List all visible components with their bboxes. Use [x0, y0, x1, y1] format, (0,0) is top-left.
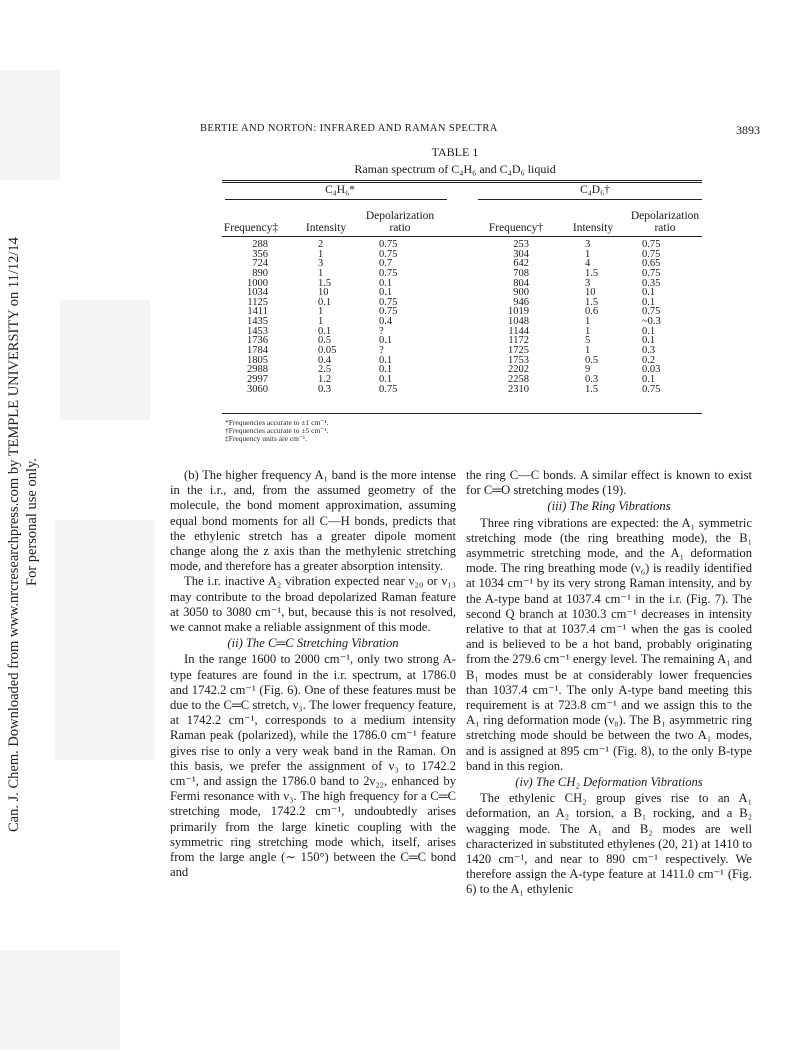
table-label: TABLE 1	[431, 145, 479, 159]
body-column-right	[466, 468, 752, 898]
column-header-intensity: Intensity	[572, 222, 614, 234]
table-cell: 0.75	[379, 239, 398, 250]
table-cell: 1784	[247, 345, 268, 357]
table-cell: 2997	[247, 373, 268, 385]
table-cell: 1411	[247, 306, 268, 318]
table-top-rule	[222, 180, 702, 181]
table-cell: 0.75	[379, 267, 398, 279]
table-cell: 0.3	[318, 383, 332, 395]
table-cell: 0.1	[379, 277, 393, 289]
table-cell: 890	[252, 267, 268, 279]
body-paragraph: The ethylenic CH₂ group gives rise to an A₁ deformation, an A₂ torsion, a B₁ rocking, and a B₂ wagging mode. The A₁ and B₂ modes are well characterized in substituted ethylenes (20, 21) at 1410 to 1420 cm⁻¹, and near to 890 cm⁻¹ respectively. We therefore assign the A-type feature at 1411.0 cm⁻¹ (Fig. 6) to the A₁ ethylenic	[466, 791, 752, 897]
table-cell: 0.1	[642, 296, 656, 308]
table-cell: 0.4	[318, 354, 332, 366]
table-cell: 0.1	[318, 296, 332, 308]
table-cell: 0.75	[379, 248, 398, 260]
section-heading: (iv) The CH₂ Deformation Vibrations	[515, 775, 703, 790]
table-cell: 1172	[508, 335, 529, 347]
table-footnote: †Frequencies accurate to ±5 cm⁻¹.	[225, 425, 329, 435]
scan-noise	[0, 70, 60, 180]
download-notice-sidebar	[4, 230, 44, 850]
table-cell: 900	[513, 287, 529, 299]
column-frequency-c4h6	[238, 240, 268, 394]
table-cell: 0.1	[642, 335, 656, 347]
table-cell: 0.6	[585, 306, 599, 318]
table-cell: 1	[585, 345, 591, 357]
table-cell: 0.75	[642, 248, 661, 260]
group-header-c4d6: C₄D₆†	[580, 184, 610, 196]
scan-noise	[0, 950, 120, 1050]
table-cell: 288	[252, 239, 268, 250]
table-cell: 3	[318, 258, 324, 270]
table-cell: 304	[513, 248, 529, 260]
table-cell: 0.4	[379, 316, 393, 328]
table-cell: 0.1	[642, 373, 656, 385]
column-depolarization-c4d6	[642, 240, 672, 394]
table-footnote: ‡Frequency units are cm⁻¹.	[225, 433, 308, 443]
running-title: BERTIE AND NORTON: INFRARED AND RAMAN SPECTRA	[200, 123, 498, 134]
table-cell: 0.7	[379, 258, 393, 270]
table-cell: 0.65	[642, 258, 661, 270]
table-cell: 0.1	[379, 364, 393, 376]
table-cell: 642	[513, 258, 529, 270]
table-cell: ~0.3	[642, 316, 661, 328]
table-cell: 1	[585, 316, 591, 328]
table-cell: 0.75	[642, 239, 661, 250]
column-header-frequency: Frequency†	[488, 222, 544, 234]
table-cell: 2202	[508, 364, 529, 376]
table-cell: 5	[585, 335, 591, 347]
scan-noise	[60, 300, 150, 420]
table-cell: 1725	[508, 345, 529, 357]
table-cell: ?	[379, 325, 384, 337]
column-intensity-c4d6	[585, 240, 615, 394]
table-cell: 2988	[247, 364, 268, 376]
table-cell: 1453	[247, 325, 268, 337]
section-heading: (iii) The Ring Vibrations	[547, 499, 671, 514]
table-cell: 0.1	[379, 373, 393, 385]
column-intensity-c4h6	[318, 240, 348, 394]
table-cell: 1000	[247, 277, 268, 289]
table-caption	[200, 144, 710, 178]
table-cell: 1753	[508, 354, 529, 366]
column-header-depolarization: Depolarization ratio	[365, 210, 435, 234]
table-cell: 253	[513, 239, 529, 250]
table-cell: 0.1	[642, 325, 656, 337]
table-cell: 10	[318, 287, 329, 299]
table-cell: 1.2	[318, 373, 332, 385]
table-footnotes	[225, 419, 328, 442]
table-cell: 1	[318, 248, 324, 260]
column-depolarization-c4h6	[379, 240, 409, 394]
column-header-intensity: Intensity	[305, 222, 347, 234]
table-cell: 804	[513, 277, 529, 289]
table-cell: 1	[318, 267, 324, 279]
table-cell: 0.35	[642, 277, 661, 289]
table-cell: 9	[585, 364, 591, 376]
group-rule-right	[478, 199, 702, 200]
table-cell: 1144	[508, 325, 529, 337]
table-cell: 0.05	[318, 345, 337, 357]
table-cell: 0.1	[379, 287, 393, 299]
group-rule-left	[225, 199, 447, 200]
table-cell: 0.75	[379, 383, 398, 395]
table-cell: 2258	[508, 373, 529, 385]
table-cell: 2.5	[318, 364, 332, 376]
table-cell: 724	[252, 258, 268, 270]
table-cell: 0.2	[642, 354, 656, 366]
table-cell: 1.5	[585, 267, 599, 279]
table-cell: 0.75	[379, 296, 398, 308]
table-cell: 1048	[508, 316, 529, 328]
body-paragraph: (b) The higher frequency A₁ band is the more intense in the i.r., and, from the assumed geometry of the molecule, the bond moment approximation, assuming equal bond moments for all C—H bonds, predicts that the ethylenic stretch has a greater dipole moment change along the z axis than the methylenic stretching mode, and therefore has a greater absorption intensity.	[170, 468, 456, 574]
table-cell: 1	[585, 248, 591, 260]
table-cell: 1	[318, 316, 324, 328]
table-cell: 0.3	[585, 373, 599, 385]
table-cell: 356	[252, 248, 268, 260]
download-notice-text: Can. J. Chem. Downloaded from www.nrcresearchpress.com by TEMPLE UNIVERSITY on 11/12/14	[6, 237, 22, 832]
table-cell: 0.75	[379, 306, 398, 318]
table-cell: 1435	[247, 316, 268, 328]
table-cell: 1805	[247, 354, 268, 366]
table-title: Raman spectrum of C₄H₆ and C₄D₆ liquid	[354, 162, 556, 176]
personal-use-notice: For personal use only.	[24, 458, 40, 586]
table-cell: 1736	[247, 335, 268, 347]
body-paragraph: In the range 1600 to 2000 cm⁻¹, only two strong A-type features are found in the i.r. spectrum, at 1786.0 and 1742.2 cm⁻¹ (Fig. 6). One of these features must be due to the C═C stretch, ν₃. The lower frequency feature, at 1742.2 cm⁻¹, corresponds to a medium intensity Raman peak (polarized), while the 1786.0 cm⁻¹ feature gives rise to only a very weak band in the Raman. On this basis, we prefer the assignment of ν₃ to 1742.2 cm⁻¹, and assign the 1786.0 band to 2ν₂₂, enhanced by Fermi resonance with ν₃. The high frequency for a C═C stretching mode, 1742.2 cm⁻¹, undoubtedly arises primarily from the large kinetic coupling with the symmetric ring stretching mode which, itself, arises from the large angle (∼ 150°) between the C═C bond and	[170, 652, 456, 880]
table-cell: 3	[585, 239, 591, 250]
table-footnote: *Frequencies accurate to ±1 cm⁻¹.	[225, 418, 329, 427]
running-header	[200, 123, 760, 139]
table-cell: 3060	[247, 383, 268, 395]
table-cell: 10	[585, 287, 596, 299]
table-cell: 0.1	[318, 325, 332, 337]
table-cell: 2310	[508, 383, 529, 395]
table-cell: 1034	[247, 287, 268, 299]
body-paragraph: The i.r. inactive A₂ vibration expected near ν₂₀ or ν₁₃ may contribute to the broad depolarized Raman feature at 3050 to 3080 cm⁻¹, but, because this is not resolved, we cannot make a reliable assignment of this mode.	[170, 574, 457, 635]
table-cell: 0.75	[642, 383, 661, 395]
table-cell: 0.5	[318, 335, 332, 347]
table-cell: 1	[585, 325, 591, 337]
table-cell: 0.3	[642, 345, 656, 357]
page-number: 3893	[736, 123, 760, 137]
body-paragraph: the ring C—C bonds. A similar effect is known to exist for C═O stretching modes (19).	[466, 468, 752, 498]
table-cell: 0.1	[642, 287, 656, 299]
table-cell: 2	[318, 239, 324, 250]
table-cell: 1.5	[318, 277, 332, 289]
body-paragraph: Three ring vibrations are expected: the A₁ symmetric stretching mode (the ring breathing mode), the B₁ asymmetric stretching mode, and the A₁ deformation mode. The ring breathing mode (ν₆) is readily identified at 1034 cm⁻¹ by its very strong Raman intensity, and by the A-type band at 1037.4 cm⁻¹ in the i.r. (Fig. 7). The second Q branch at 1030.3 cm⁻¹ decreases in intensity relative to that at 1037.4 cm⁻¹ when the gas is cooled and is believed to be a hot band, probably originating from the 279.6 cm⁻¹ energy level. The remaining A₁ and B₁ modes must be at considerably lower frequencies than 1037.4 cm⁻¹. The only A-type band meeting this requirement is at 723.8 cm⁻¹ and we assign this to the A₁ ring deformation mode (ν₈). The B₁ asymmetric ring stretching mode should be between the two A₁ modes, and is assigned at 895 cm⁻¹ (Fig. 8), to the only B-type band in this region.	[466, 515, 752, 773]
table-cell: 0.5	[585, 354, 599, 366]
table-cell: 1	[318, 306, 324, 318]
table-cell: 0.1	[379, 354, 393, 366]
table-bottom-rule	[222, 413, 702, 414]
table-top-rule-double	[222, 182, 702, 183]
table-cell: 0.03	[642, 364, 661, 376]
table-cell: 3	[585, 277, 591, 289]
table-cell: 1.5	[585, 296, 599, 308]
scan-noise	[55, 520, 155, 760]
column-header-frequency: Frequency‡	[223, 222, 279, 234]
body-column-left	[170, 468, 456, 880]
column-frequency-c4d6	[499, 240, 529, 394]
table-cell: 0.75	[642, 306, 661, 318]
table-cell: 946	[513, 296, 529, 308]
table-cell: 708	[513, 267, 529, 279]
table-cell: 1019	[508, 306, 529, 318]
table-cell: 0.1	[379, 335, 393, 347]
column-header-depolarization: Depolarization ratio	[630, 210, 700, 234]
table-cell: 1125	[247, 296, 268, 308]
group-header-c4h6: C₄H₆*	[325, 184, 355, 196]
table-cell: 4	[585, 258, 591, 270]
table-cell: 1.5	[585, 383, 599, 395]
table-cell: ?	[379, 345, 384, 357]
section-heading: (ii) The C═C Stretching Vibration	[227, 636, 399, 651]
header-rule	[222, 236, 702, 237]
table-cell: 0.75	[642, 267, 661, 279]
